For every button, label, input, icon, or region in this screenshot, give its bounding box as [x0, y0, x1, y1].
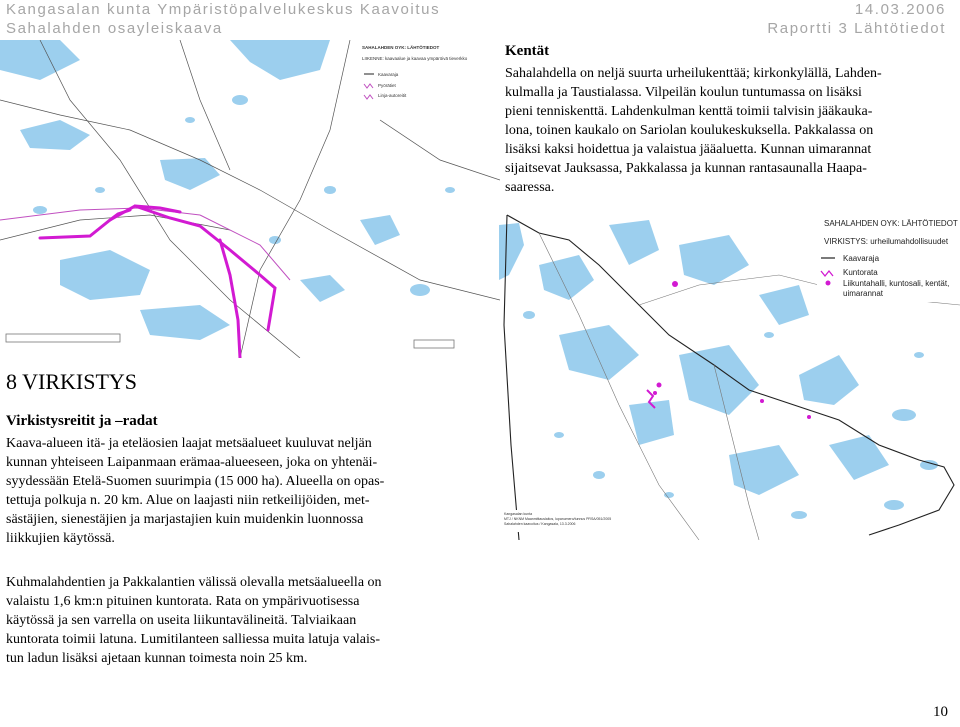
legend-item-uimarannat: uimarannat: [843, 289, 884, 298]
para1-line-1: Kaava-alueen itä- ja eteläosien laajat metsäalueet kuuluvat neljän: [6, 436, 372, 451]
header-report: Raportti 3 Lähtötiedot: [767, 20, 946, 37]
map-footnote-3: Sahalahden kaavoitus / Kangasala, 13.3.2006: [504, 522, 576, 526]
map-footnote-1: Kangasalan kunta: [504, 512, 533, 516]
legend-item-linja-autoreitit: Linja-autoreitit: [378, 93, 407, 98]
para1-line-5: sästäjien, sienestäjien ja marjastajien kuin muidenkin luonnossa: [6, 512, 364, 527]
kentat-title: Kentät: [505, 43, 550, 59]
legend-item-kaavaraja: Kaavaraja: [378, 72, 399, 77]
kentat-line-6: sijaitsevat Jauksassa, Pakkalassa ja kunnan rantasaunalla Haapa-: [505, 161, 867, 176]
cycle-routes: [0, 40, 500, 358]
legend-item-pyoratiet: Pyörätiet: [378, 83, 396, 88]
para1-line-4: tettuja polkuja n. 20 km. Alue on laajasti niin retkeilijöiden, met-: [6, 493, 370, 508]
legend-item-kuntorata: Kuntorata: [843, 268, 878, 277]
kentat-line-1: Sahalahdella on neljä suurta urheilukenttää; kirkonkylällä, Lahden-: [505, 66, 882, 81]
para1-line-3: syydessään Etelä-Suomen suurimpia (15 000 ha). Alueella on opas-: [6, 474, 385, 489]
para2-line-4: kuntorata toimii latuna. Lumitilanteen salliessa muita latuja valais-: [6, 632, 381, 647]
kentat-line-4: lona, toinen kaukalo on Sariolan koulukeskuksella. Pakkalassa on: [505, 123, 874, 138]
header-org-line: Kangasalan kunta Ympäristöpalvelukeskus Kaavoitus: [6, 1, 441, 18]
para2-line-3: käytössä ja sen varrella on useita liikuntavälineitä. Talviaikaan: [6, 613, 357, 628]
kentat-line-2: kulmalla ja Taustialassa. Vilpeilän koulun tuntumassa on lisäksi: [505, 85, 862, 100]
para1-line-2: kunnan yhteiseen Laipanmaan erämaa-alueeseen, joka on yhtenäi-: [6, 455, 378, 470]
traffic-legend-subtitle: LIIKENNE: kaavaalue ja kaavaa ympäröivä tieverkko: [362, 56, 468, 61]
para1-line-6: liikkujien käytössä.: [6, 531, 115, 546]
kentat-line-5: lisäksi kaksi hoidettua ja valaistua jääaluetta. Kunnan uimarannat: [505, 142, 872, 157]
recreation-map-graphic: [499, 205, 960, 540]
section-heading: 8 VIRKISTYS: [6, 369, 138, 394]
recreation-legend-subtitle: VIRKISTYS: urheilumahdollisuudet: [824, 237, 949, 246]
section-subheading: Virkistysreitit ja –radat: [6, 413, 158, 429]
para2-line-2: valaistu 1,6 km:n pituinen kuntorata. Rata on ympärivuotisessa: [6, 594, 360, 609]
para2-line-5: tun ladun lisäksi ajetaan kunnan toimesta noin 25 km.: [6, 651, 308, 666]
para2-line-1: Kuhmalahdentien ja Pakkalantien välissä olevalla metsäalueella on: [6, 575, 382, 590]
page-number: 10: [933, 704, 948, 720]
map-footnote-2: MTJ / NKNM Maanmittauslaitos, lupanumero/tunnus PRSA/051/2005: [504, 517, 612, 521]
legend-item-sports-sites: Liikuntahalli, kuntosali, kentät,: [843, 279, 950, 288]
header-plan-name: Sahalahden osayleiskaava: [6, 20, 223, 37]
recreation-map: [499, 205, 960, 540]
legend-item-kaavaraja: Kaavaraja: [843, 254, 880, 263]
recreation-legend-title: SAHALAHDEN OYK: LÄHTÖTIEDOT: [824, 219, 958, 228]
kentat-line-3: pieni tenniskenttä. Lahdenkulman kenttä toimii talvisin jääkauka-: [505, 104, 873, 119]
traffic-legend-title: SAHALAHDEN OYK: LÄHTÖTIEDOT: [362, 45, 440, 50]
header-date: 14.03.2006: [854, 1, 946, 18]
kentat-line-7: saaressa.: [505, 180, 555, 195]
